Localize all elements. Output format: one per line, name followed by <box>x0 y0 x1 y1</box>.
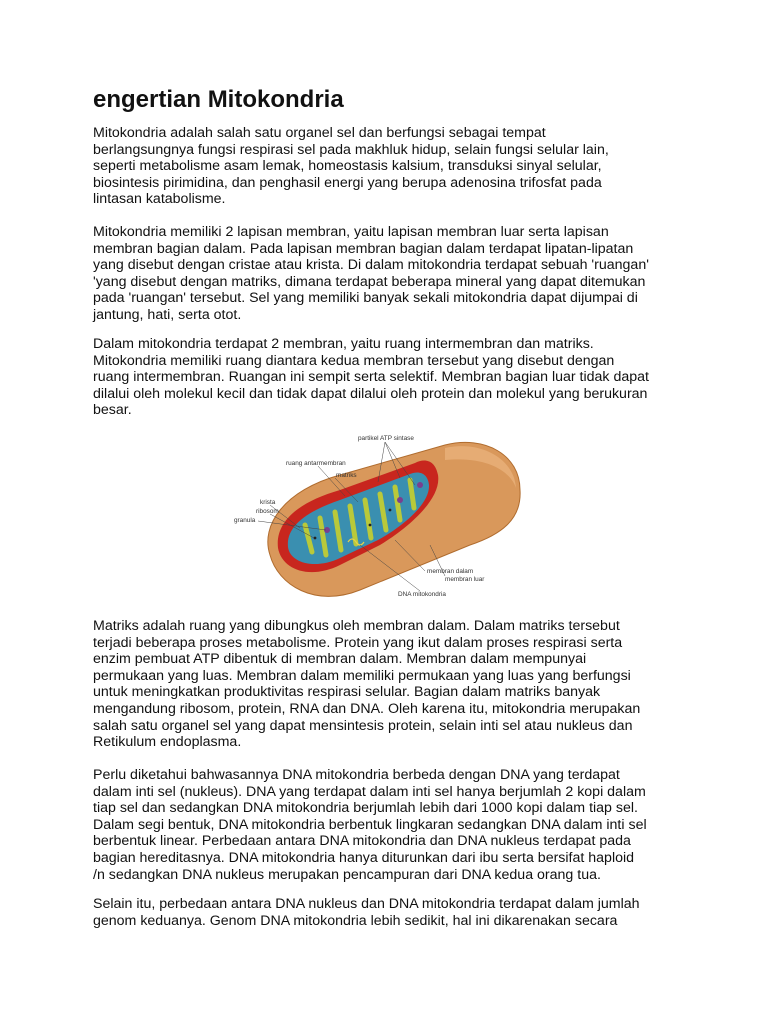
paragraph-2 <box>93 224 683 324</box>
text-line: besar. <box>93 402 132 419</box>
text-line: dilalui oleh molekul kecil dan tidak dapat dilalui oleh protein dan molekul yang berukuran <box>93 385 648 402</box>
label-atp: partikel ATP sintase <box>358 435 414 442</box>
text-line: Mitokondria memiliki 2 lapisan membran, yaitu lapisan membran luar serta lapisan <box>93 224 609 240</box>
text-line: Selain itu, perbedaan antara DNA nukleus dan DNA mitokondria terdapat dalam jumlah <box>93 896 640 912</box>
text-line: untuk meningkatkan produktivitas respirasi selular. Bagian dalam matriks banyak <box>93 684 601 701</box>
paragraph-1 <box>93 125 683 208</box>
text-line: pada 'ruangan' tersebut. Sel yang memiliki banyak sekali mitokondria dapat dijumpai di <box>93 290 638 307</box>
text-line: berbentuk linear. Perbedaan antara DNA mitokondria dan DNA nukleus terdapat pada <box>93 833 631 850</box>
text-line: salah satu organel sel yang dapat mensintesis protein, selain inti sel atau nukleus dan <box>93 717 633 734</box>
text-line: permukaan yang luas. Membran dalam memiliki permukaan yang luas yang berfungsi <box>93 667 631 684</box>
text-line: tiap sel dan sedangkan DNA mitokondria berjumlah lebih dari 1000 kopi dalam tiap sel. <box>93 800 638 817</box>
label-ribosom: ribosom <box>256 508 279 515</box>
text-line: /n sedangkan DNA nukleus merupakan pencampuran dari DNA kedua orang tua. <box>93 866 601 883</box>
paragraph-3 <box>93 336 683 419</box>
text-line: berlangsungnya fungsi respirasi sel pada makhluk hidup, selain fungsi selular lain, <box>93 141 609 158</box>
ribosome <box>314 537 317 540</box>
text-line: mengandung ribosom, protein, RNA dan DNA. Oleh karena itu, mitokondria merupakan <box>93 700 641 717</box>
label-krista: krista <box>260 499 276 506</box>
text-line: membran bagian dalam. Pada lapisan membran bagian dalam terdapat lipatan-lipatan <box>93 240 634 257</box>
text-line: yang disebut dengan cristae atau krista. Di dalam mitokondria terdapat sebuah 'ruangan' <box>93 257 649 274</box>
paragraph-6 <box>93 896 683 929</box>
text-line: terjadi beberapa proses metabolisme. Protein yang ikut dalam proses respirasi serta <box>93 634 623 651</box>
text-line: jantung, hati, serta otot. <box>93 306 242 323</box>
label-ruang: ruang antarmembran <box>286 460 346 467</box>
text-line: bagian hereditasnya. DNA mitokondria hanya diturunkan dari ibu serta bersifat haploid <box>93 849 635 866</box>
text-line: 'yang disebut dengan matriks, dimana terdapat beberapa mineral yang dapat ditemukan <box>93 273 646 290</box>
label-matriks: matriks <box>336 472 357 479</box>
label-membran-dalam: membran dalam <box>427 568 474 575</box>
text-line: enzim pembuat ATP dibentuk di membran dalam. Membran dalam mempunyai <box>93 651 587 668</box>
label-dna: DNA mitokondria <box>398 591 446 598</box>
paragraph-5 <box>93 767 683 883</box>
text-line: Matriks adalah ruang yang dibungkus oleh membran dalam. Dalam matriks tersebut <box>93 618 620 634</box>
text-line: biosintesis pirimidina, dan penghasil energi yang berupa adenosina trifosfat pada <box>93 174 602 191</box>
ribosome <box>389 509 392 512</box>
paragraph-4 <box>93 618 683 751</box>
page-title: engertian Mitokondria <box>93 86 344 113</box>
mitochondria-diagram <box>230 430 540 610</box>
text-line: Retikulum endoplasma. <box>93 734 242 751</box>
granule <box>397 497 403 503</box>
text-line: Dalam segi bentuk, DNA mitokondria berbentuk lingkaran sedangkan DNA dalam inti sel <box>93 816 647 833</box>
ribosome <box>369 524 372 527</box>
granule <box>417 482 423 488</box>
text-line: dalam inti sel (nukleus). DNA yang terdapat dalam inti sel hanya berjumlah 2 kopi dalam <box>93 783 646 800</box>
text-line: genom keduanya. Genom DNA mitokondria lebih sedikit, hal ini dikarenakan secara <box>93 912 618 929</box>
text-line: ruang intermembran. Ruangan ini sempit serta selektif. Membran bagian luar tidak dapat <box>93 369 649 386</box>
text-line: seperti metabolisme asam lemak, homeostasis kalsium, transduksi sinyal selular, <box>93 158 602 175</box>
text-line: Mitokondria memiliki ruang diantara kedua membran tersebut yang disebut dengan <box>93 352 615 369</box>
text-line: Perlu diketahui bahwasannya DNA mitokondria berbeda dengan DNA yang terdapat <box>93 767 620 783</box>
label-membran-luar: membran luar <box>445 576 485 583</box>
text-line: Dalam mitokondria terdapat 2 membran, yaitu ruang intermembran dan matriks. <box>93 336 594 352</box>
text-line: Mitokondria adalah salah satu organel sel dan berfungsi sebagai tempat <box>93 125 546 141</box>
label-granula: granula <box>234 517 256 524</box>
text-line: lintasan katabolisme. <box>93 191 226 208</box>
